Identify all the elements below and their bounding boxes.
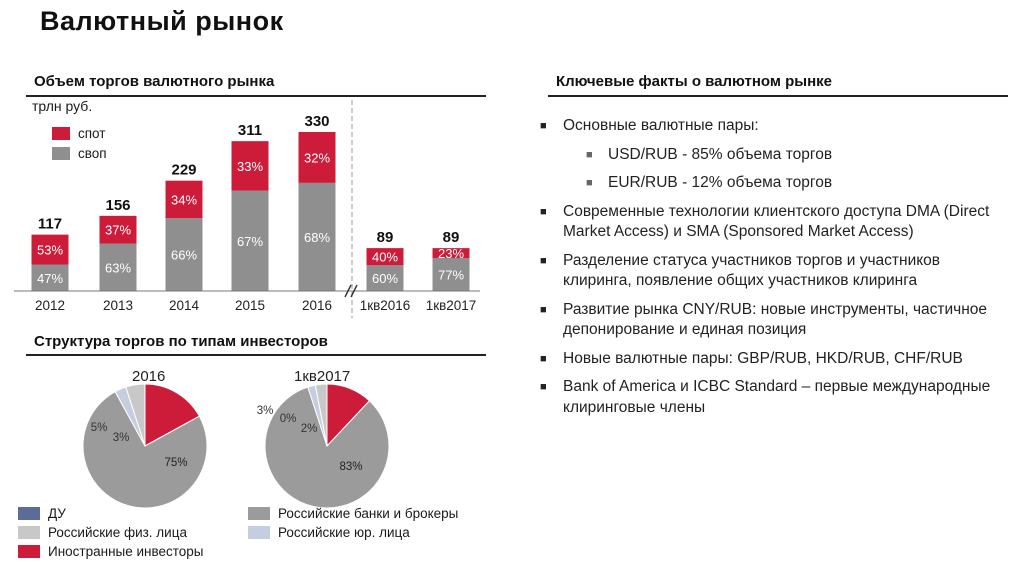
fact-text: Развитие рынка CNY/RUB: новые инструменты, частичное депонирование и единая позиция <box>563 300 988 338</box>
bar-swap-label: 67% <box>236 233 264 249</box>
legend-legal-swatch <box>248 526 270 539</box>
bar-swap-label: 47% <box>36 270 64 286</box>
pie-2016-label: 75% <box>164 457 188 469</box>
legend-phys-label: Российские физ. лица <box>48 525 187 540</box>
legend-du-label: ДУ <box>48 506 66 521</box>
fact-item <box>540 349 1010 370</box>
sub-bullet-icon: ■ <box>586 177 593 189</box>
pie-q12017-label: 83% <box>339 461 363 473</box>
legend-phys-swatch <box>18 526 40 539</box>
fact-subitem <box>563 145 1010 166</box>
fact-item <box>540 116 1010 194</box>
x-tick-label: 2014 <box>168 298 200 313</box>
x-tick-label: 2016 <box>301 298 333 313</box>
x-tick-label: 1кв2016 <box>359 298 411 313</box>
legend-banks-swatch <box>248 507 270 520</box>
pie-2016-title: 2016 <box>132 368 166 385</box>
fact-item <box>540 202 1010 243</box>
pie-q12017-label: 0% <box>279 413 297 425</box>
bar-total-label: 311 <box>237 122 263 140</box>
bar-total-label: 117 <box>37 215 63 233</box>
bar-swap-label: 68% <box>303 229 331 245</box>
fact-subitem <box>563 173 1010 194</box>
facts-list <box>540 116 1010 426</box>
bar-spot-label: 34% <box>170 192 198 208</box>
x-tick-label: 1кв2017 <box>425 298 477 313</box>
legend-foreign-label: Иностранные инвесторы <box>48 544 204 559</box>
legend-du <box>18 506 66 521</box>
page-title: Валютный рынок <box>40 6 284 36</box>
bar-spot-label: 53% <box>36 242 64 258</box>
bullet-icon: ■ <box>540 352 547 365</box>
bar-spot-label: 23% <box>437 246 465 262</box>
legend-du-swatch <box>18 507 40 520</box>
bar-total-label: 330 <box>304 113 330 130</box>
fact-text: Новые валютные пары: GBP/RUB, HKD/RUB, CHF/RUB <box>563 349 963 367</box>
bar-swap-label: 77% <box>437 267 465 283</box>
structure-section-title: Структура торгов по типам инвесторов <box>34 333 328 350</box>
bullet-icon: ■ <box>540 254 547 267</box>
bar-total-label: 156 <box>105 196 131 214</box>
legend-banks-label: Российские банки и брокеры <box>278 506 459 521</box>
fact-subitem-text: EUR/RUB - 12% объема торгов <box>608 174 833 191</box>
fact-item <box>540 300 1010 341</box>
bullet-icon: ■ <box>540 381 547 393</box>
fact-item <box>540 377 1010 418</box>
legend-banks <box>248 506 458 521</box>
bar-spot-label: 32% <box>303 150 331 166</box>
bar-total-label: 89 <box>442 229 460 247</box>
fact-item <box>540 251 1010 292</box>
y-unit-label: трлн руб. <box>32 98 93 114</box>
x-tick-label: 2013 <box>102 298 134 313</box>
facts-section-title: Ключевые факты о валютном рынке <box>556 73 832 90</box>
bullet-icon: ■ <box>540 205 547 218</box>
bar-spot-label: 33% <box>236 158 264 174</box>
fact-subitem-text: USD/RUB - 85% объема торгов <box>608 145 833 163</box>
bar-total-label: 229 <box>171 161 197 179</box>
bar-swap-label: 63% <box>104 260 132 276</box>
fact-text: Основные валютные пары: <box>563 117 759 134</box>
bar-spot-label: 37% <box>104 222 132 238</box>
bar-swap-label: 66% <box>170 247 198 263</box>
bar-spot-label: 40% <box>371 249 399 265</box>
bar-total-label: 89 <box>376 229 394 247</box>
legend-phys <box>18 525 187 540</box>
pie-q12017-title: 1кв2017 <box>294 368 351 385</box>
sub-bullet-icon: ■ <box>586 148 593 161</box>
legend-legal-label: Российские юр. лица <box>278 525 410 540</box>
x-tick-label: 2015 <box>234 298 266 313</box>
bar-swap-label: 60% <box>371 271 399 287</box>
pie-2016-label: 3% <box>112 432 130 444</box>
legend-foreign-swatch <box>18 545 40 558</box>
volume-section-title: Объем торгов валютного рынка <box>34 73 275 90</box>
legend-foreign <box>18 544 204 559</box>
pie-q12017-label: 3% <box>256 405 274 417</box>
bullet-icon: ■ <box>540 120 547 132</box>
pie-2016-label: 5% <box>90 422 108 434</box>
legend-spot-label: спот <box>78 126 106 141</box>
fact-text: Современные технологии клиентского доступа DMA (Direct Market Access) и SMA (Sponsored Market Access) <box>563 202 990 240</box>
pie-q12017-label: 2% <box>300 423 318 435</box>
fact-text: Bank of America и ICBC Standard – первые международные клиринговые члены <box>563 378 991 416</box>
fact-text: Разделение статуса участников торгов и участников клиринга, появление общих участников клиринга <box>563 251 941 289</box>
legend-legal <box>248 525 410 540</box>
bullet-icon: ■ <box>540 303 547 316</box>
legend-swap-label: своп <box>78 146 107 161</box>
x-tick-label: 2012 <box>34 298 66 313</box>
